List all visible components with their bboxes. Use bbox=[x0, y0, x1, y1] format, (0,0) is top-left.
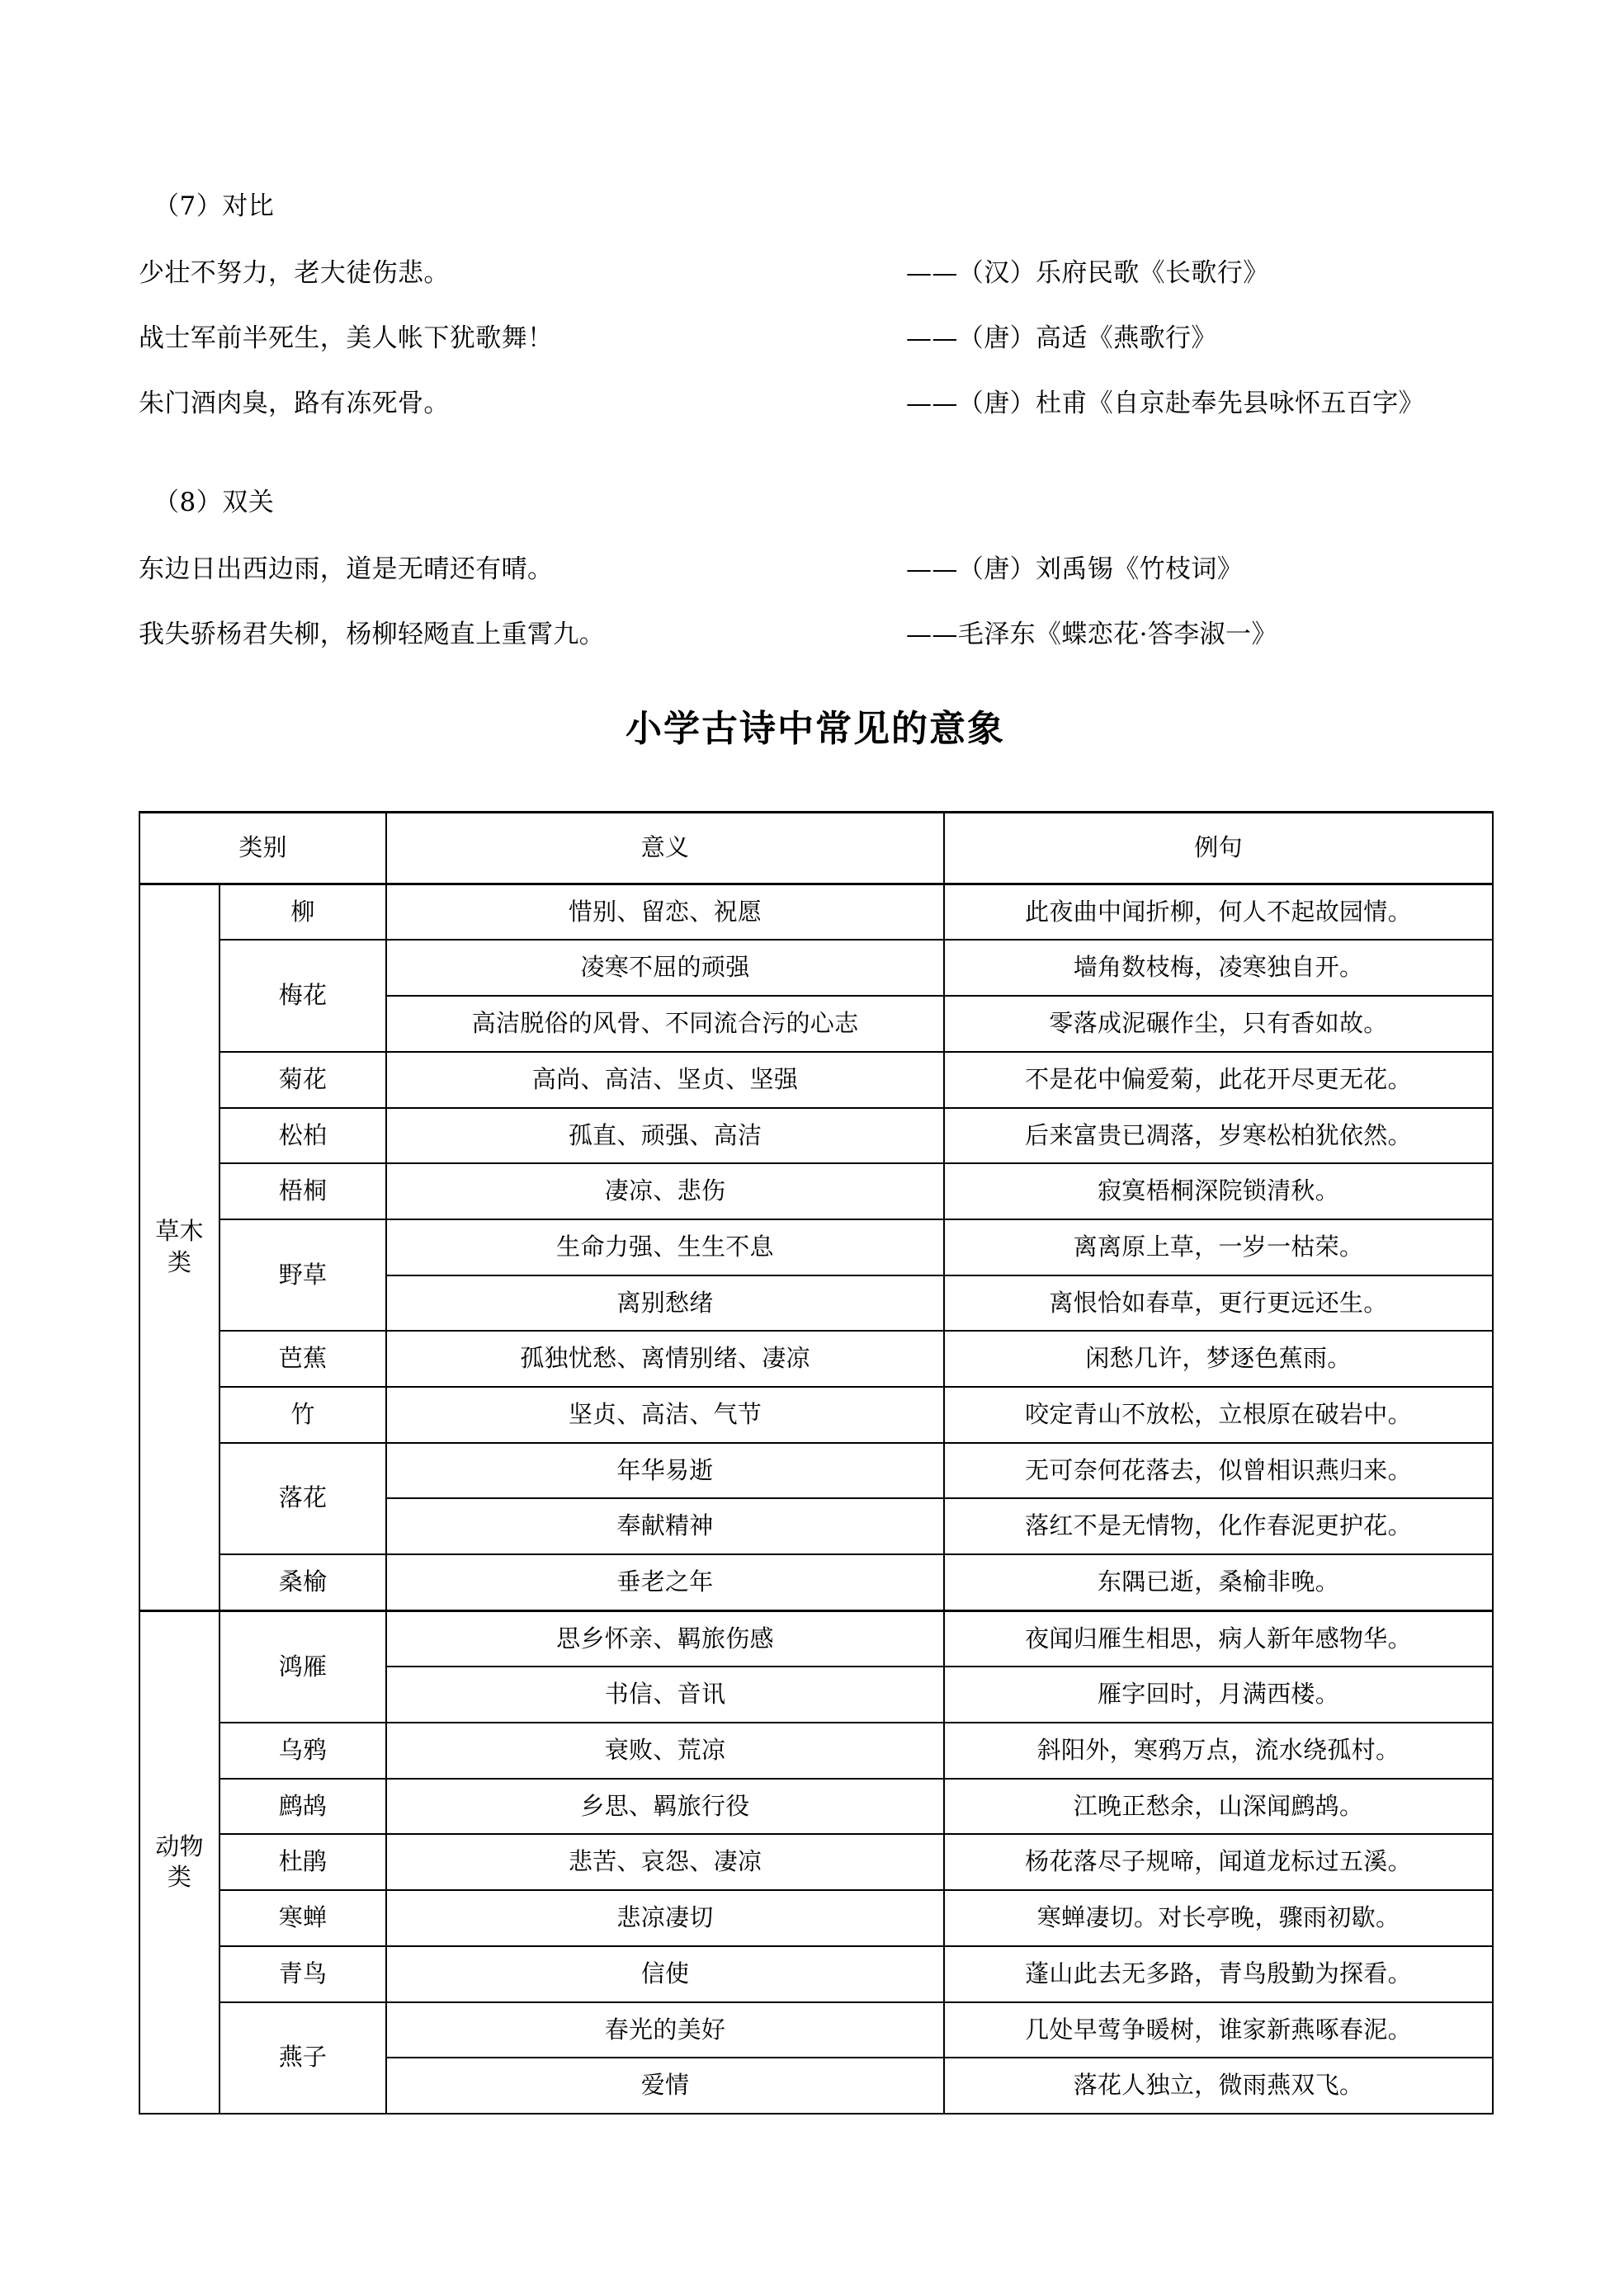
rhetoric-quote: 我失骄杨君失柳，杨柳轻飏直上重霄九。 bbox=[139, 620, 606, 649]
table-row bbox=[139, 1387, 1493, 1443]
meaning-cell: 坚贞、高洁、气节 bbox=[386, 1387, 944, 1443]
rhetoric-attribution: ——（唐）高适《燕歌行》 bbox=[906, 323, 1217, 353]
imagery-name-cell: 野草 bbox=[220, 1219, 386, 1331]
rhetoric-line bbox=[139, 388, 1492, 420]
meaning-cell: 孤直、顽强、高洁 bbox=[386, 1108, 944, 1164]
example-cell: 无可奈何花落去，似曾相识燕归来。 bbox=[944, 1443, 1493, 1499]
example-cell: 离恨恰如春草，更行更远还生。 bbox=[944, 1275, 1493, 1332]
imagery-name-cell: 梅花 bbox=[220, 940, 386, 1051]
table-row bbox=[139, 1554, 1493, 1610]
column-header-meaning: 意义 bbox=[386, 812, 944, 884]
example-cell: 几处早莺争暖树，谁家新燕啄春泥。 bbox=[944, 2002, 1493, 2058]
example-cell: 离离原上草，一岁一枯荣。 bbox=[944, 1219, 1493, 1275]
meaning-cell: 高尚、高洁、坚贞、坚强 bbox=[386, 1052, 944, 1108]
rhetoric-line bbox=[139, 257, 1492, 290]
imagery-name-cell: 落花 bbox=[220, 1443, 386, 1554]
category-cell: 草木类 bbox=[139, 884, 220, 1610]
meaning-cell: 乡思、羁旅行役 bbox=[386, 1779, 944, 1835]
meaning-cell: 垂老之年 bbox=[386, 1554, 944, 1610]
rhetoric-heading: （7）对比 bbox=[153, 191, 275, 221]
meaning-cell: 孤独忧愁、离情别绪、凄凉 bbox=[386, 1331, 944, 1387]
example-cell: 不是花中偏爱菊，此花开尽更无花。 bbox=[944, 1052, 1493, 1108]
table-row bbox=[139, 1610, 1493, 1667]
example-cell: 咬定青山不放松，立根原在破岩中。 bbox=[944, 1387, 1493, 1443]
rhetoric-section bbox=[139, 191, 1492, 419]
example-cell: 雁字回时，月满西楼。 bbox=[944, 1667, 1493, 1723]
rhetoric-sections bbox=[139, 191, 1492, 651]
table-row bbox=[139, 1723, 1493, 1779]
table-row bbox=[139, 2002, 1493, 2058]
meaning-cell: 爱情 bbox=[386, 2058, 944, 2114]
meaning-cell: 年华易逝 bbox=[386, 1443, 944, 1499]
example-cell: 斜阳外，寒鸦万点，流水绕孤村。 bbox=[944, 1723, 1493, 1779]
meaning-cell: 悲凉凄切 bbox=[386, 1890, 944, 1946]
meaning-cell: 春光的美好 bbox=[386, 2002, 944, 2058]
meaning-cell: 悲苦、哀怨、凄凉 bbox=[386, 1834, 944, 1890]
rhetoric-line bbox=[139, 619, 1492, 651]
example-cell: 寒蝉凄切。对长亭晚，骤雨初歇。 bbox=[944, 1890, 1493, 1946]
example-cell: 东隅已逝，桑榆非晚。 bbox=[944, 1554, 1493, 1610]
rhetoric-heading: （8）双关 bbox=[153, 488, 275, 518]
category-cell: 动物类 bbox=[139, 1610, 220, 2114]
imagery-name-cell: 鸿雁 bbox=[220, 1610, 386, 1723]
example-cell: 零落成泥碾作尘，只有香如故。 bbox=[944, 996, 1493, 1052]
meaning-cell: 衰败、荒凉 bbox=[386, 1723, 944, 1779]
page-title: 小学古诗中常见的意象 bbox=[626, 707, 1005, 750]
rhetoric-quote: 东边日出西边雨，道是无晴还有晴。 bbox=[139, 554, 554, 585]
rhetoric-attribution: ——（唐）杜甫《自京赴奉先县咏怀五百字》 bbox=[906, 388, 1424, 418]
meaning-cell: 离别愁绪 bbox=[386, 1275, 944, 1332]
table-row bbox=[139, 1946, 1493, 2002]
table-row bbox=[139, 1219, 1493, 1275]
table-row bbox=[139, 884, 1493, 940]
rhetoric-quote: 战士军前半死生，美人帐下犹歌舞！ bbox=[139, 323, 554, 353]
imagery-name-cell: 桑榆 bbox=[220, 1554, 386, 1610]
table-row bbox=[139, 1779, 1493, 1835]
rhetoric-attribution: ——毛泽东《蝶恋花·答李淑一》 bbox=[906, 620, 1277, 649]
meaning-cell: 凄凉、悲伤 bbox=[386, 1163, 944, 1219]
table-row bbox=[139, 1890, 1493, 1946]
example-cell: 杨花落尽子规啼，闻道龙标过五溪。 bbox=[944, 1834, 1493, 1890]
rhetoric-quote: 少壮不努力，老大徒伤悲。 bbox=[139, 258, 450, 288]
meaning-cell: 书信、音讯 bbox=[386, 1667, 944, 1723]
rhetoric-section bbox=[139, 490, 1492, 651]
example-cell: 夜闻归雁生相思，病人新年感物华。 bbox=[944, 1610, 1493, 1667]
imagery-name-cell: 柳 bbox=[220, 884, 386, 940]
table-row bbox=[139, 1834, 1493, 1890]
table-head bbox=[139, 812, 1493, 884]
table-row bbox=[139, 1331, 1493, 1387]
example-cell: 落花人独立，微雨燕双飞。 bbox=[944, 2058, 1493, 2114]
imagery-name-cell: 梧桐 bbox=[220, 1163, 386, 1219]
rhetoric-quote: 朱门酒肉臭，路有冻死骨。 bbox=[139, 388, 450, 418]
meaning-cell: 思乡怀亲、羁旅伤感 bbox=[386, 1610, 944, 1667]
meaning-cell: 高洁脱俗的风骨、不同流合污的心志 bbox=[386, 996, 944, 1052]
imagery-name-cell: 燕子 bbox=[220, 2002, 386, 2114]
example-cell: 此夜曲中闻折柳，何人不起故园情。 bbox=[944, 884, 1493, 940]
table-header-row bbox=[139, 812, 1493, 884]
example-cell: 蓬山此去无多路，青鸟殷勤为探看。 bbox=[944, 1946, 1493, 2002]
imagery-name-cell: 青鸟 bbox=[220, 1946, 386, 2002]
example-cell: 寂寞梧桐深院锁清秋。 bbox=[944, 1163, 1493, 1219]
rhetoric-attribution: ——（汉）乐府民歌《长歌行》 bbox=[906, 258, 1269, 288]
column-header-example: 例句 bbox=[944, 812, 1493, 884]
example-cell: 闲愁几许，梦逐色蕉雨。 bbox=[944, 1331, 1493, 1387]
imagery-table-wrapper bbox=[139, 811, 1492, 2114]
imagery-table bbox=[139, 811, 1494, 2114]
imagery-name-cell: 竹 bbox=[220, 1387, 386, 1443]
rhetoric-attribution: ——（唐）刘禹锡《竹枝词》 bbox=[906, 554, 1244, 585]
meaning-cell: 奉献精神 bbox=[386, 1498, 944, 1554]
imagery-name-cell: 乌鸦 bbox=[220, 1723, 386, 1779]
example-cell: 江晚正愁余，山深闻鹧鸪。 bbox=[944, 1779, 1493, 1835]
meaning-cell: 生命力强、生生不息 bbox=[386, 1219, 944, 1275]
rhetoric-line bbox=[139, 323, 1492, 355]
example-cell: 后来富贵已凋落，岁寒松柏犹依然。 bbox=[944, 1108, 1493, 1164]
section-spacer bbox=[139, 452, 1492, 490]
imagery-name-cell: 鹧鸪 bbox=[220, 1779, 386, 1835]
example-cell: 落红不是无情物，化作春泥更护花。 bbox=[944, 1498, 1493, 1554]
imagery-name-cell: 松柏 bbox=[220, 1108, 386, 1164]
imagery-name-cell: 菊花 bbox=[220, 1052, 386, 1108]
meaning-cell: 信使 bbox=[386, 1946, 944, 2002]
table-row bbox=[139, 1052, 1493, 1108]
table-body bbox=[139, 884, 1493, 2114]
imagery-name-cell: 杜鹃 bbox=[220, 1834, 386, 1890]
table-row bbox=[139, 1443, 1493, 1499]
column-header-category: 类别 bbox=[139, 812, 386, 884]
rhetoric-line bbox=[139, 554, 1492, 586]
table-row bbox=[139, 1163, 1493, 1219]
example-cell: 墙角数枝梅，凌寒独自开。 bbox=[944, 940, 1493, 996]
table-row bbox=[139, 1108, 1493, 1164]
imagery-name-cell: 寒蝉 bbox=[220, 1890, 386, 1946]
imagery-name-cell: 芭蕉 bbox=[220, 1331, 386, 1387]
meaning-cell: 惜别、留恋、祝愿 bbox=[386, 884, 944, 940]
table-row bbox=[139, 940, 1493, 996]
meaning-cell: 凌寒不屈的顽强 bbox=[386, 940, 944, 996]
